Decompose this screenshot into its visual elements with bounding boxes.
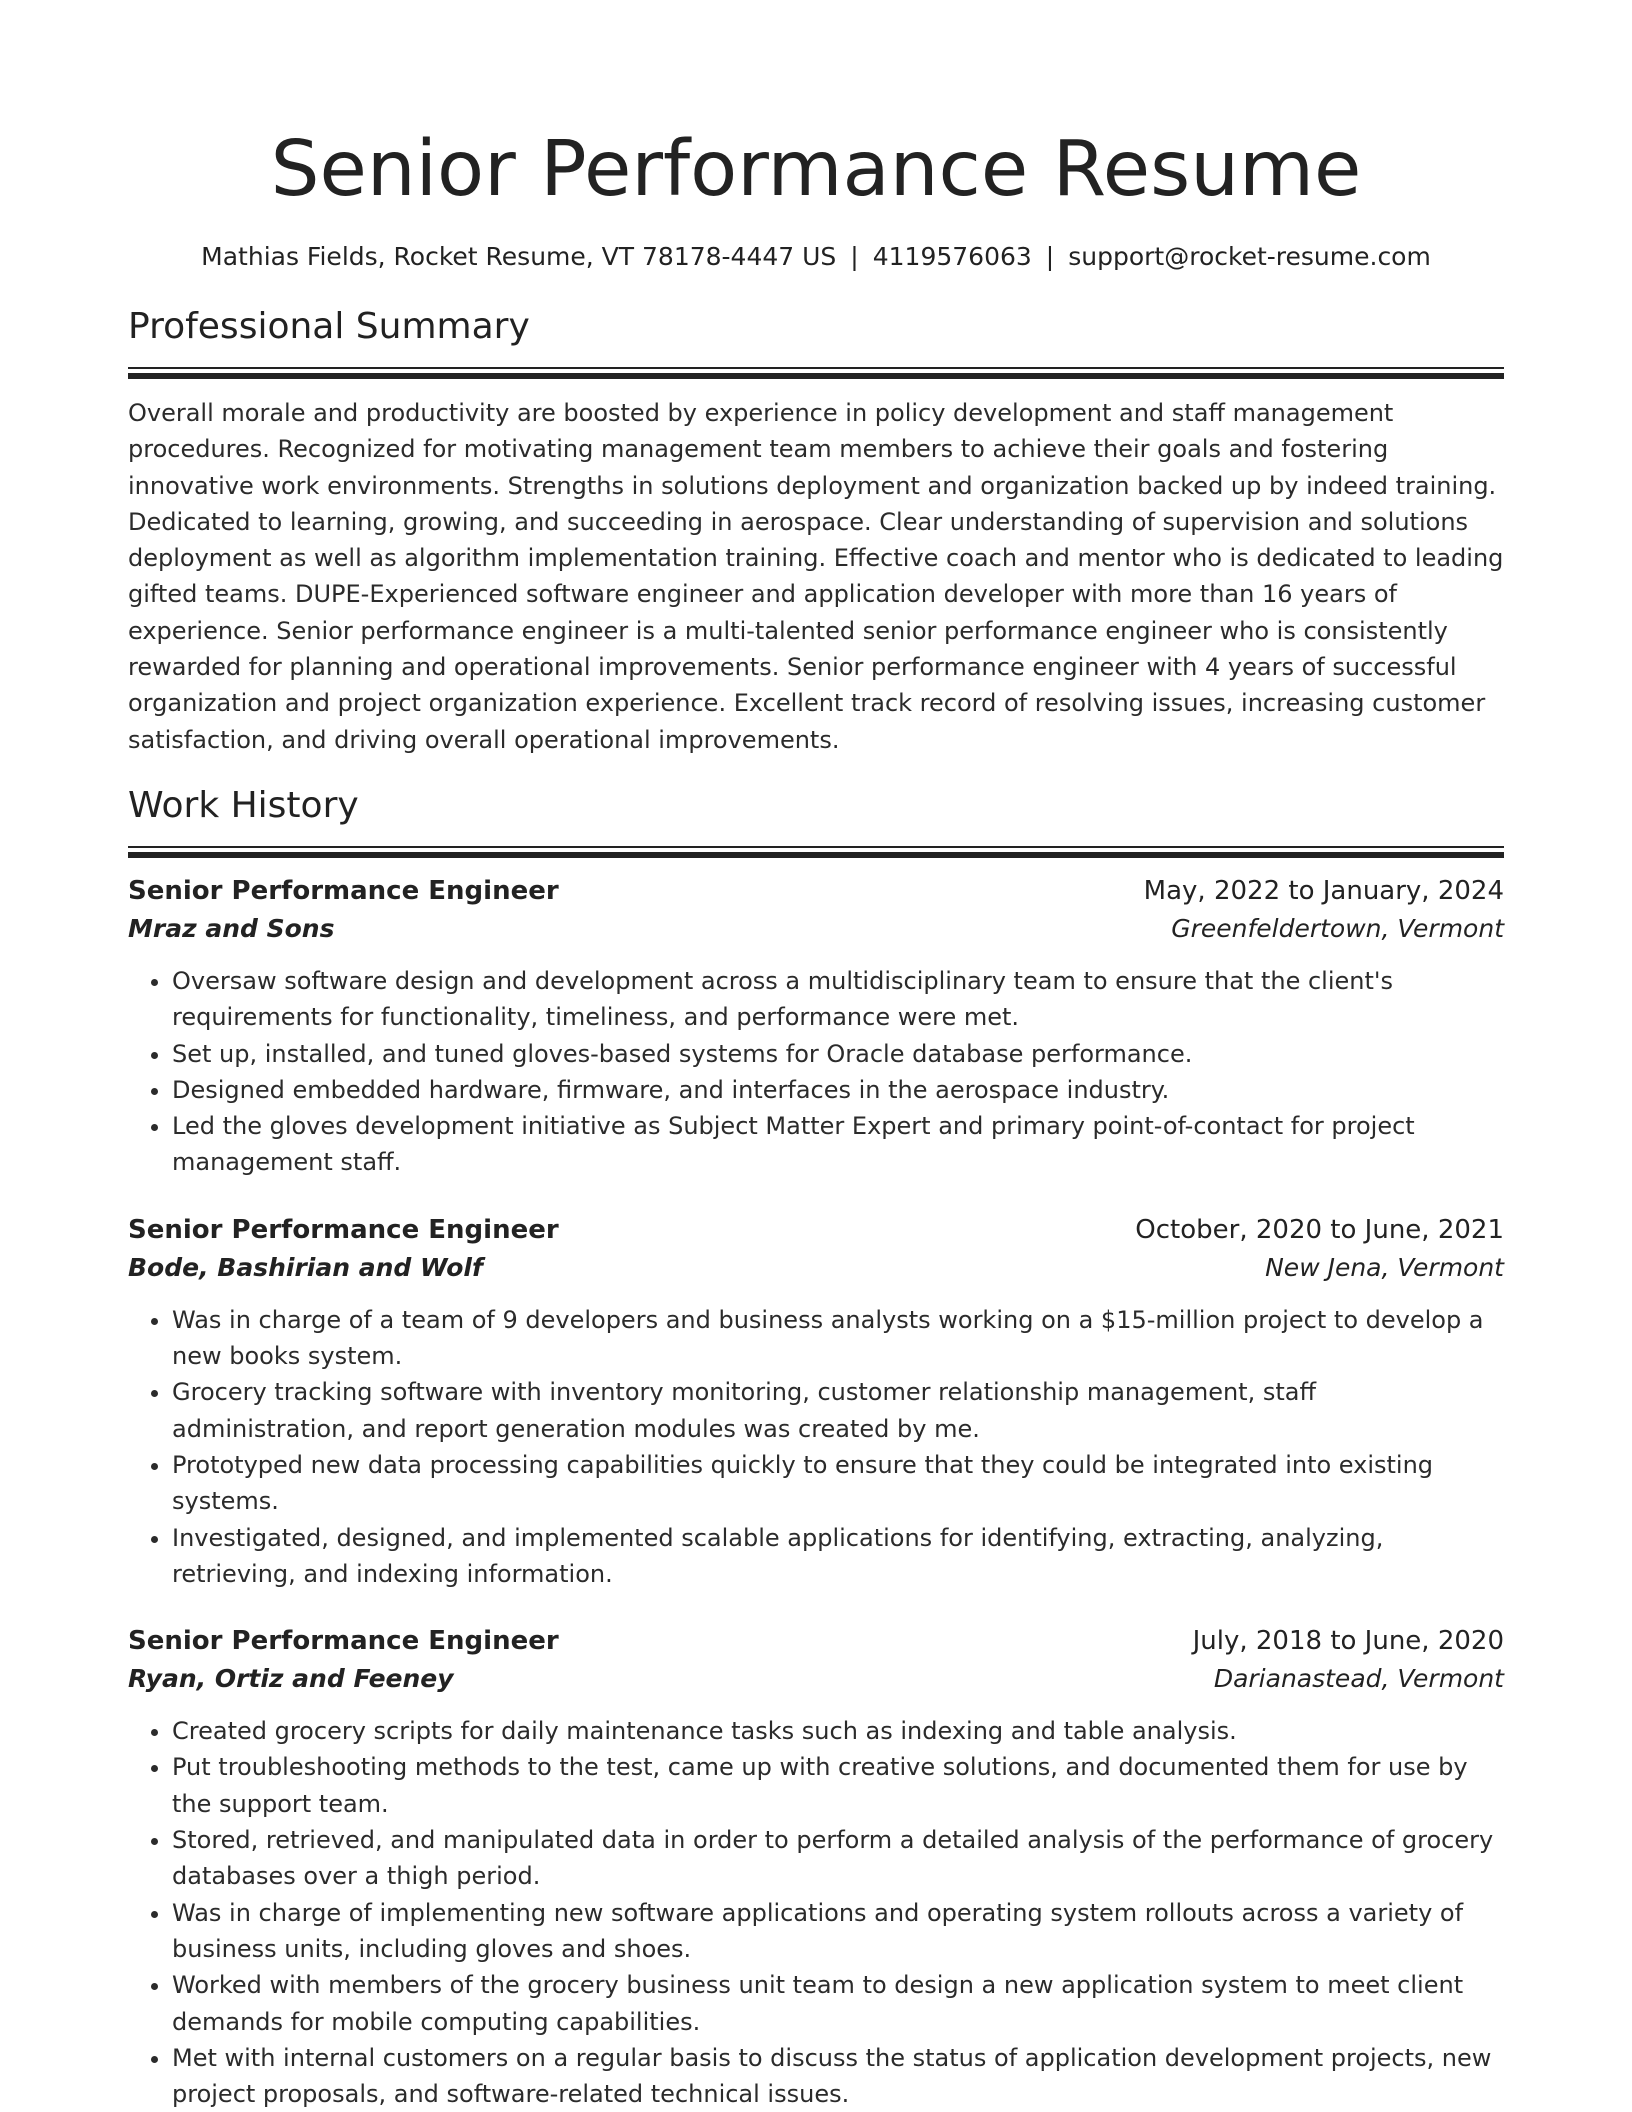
section-divider	[128, 367, 1504, 379]
summary-text: Overall morale and productivity are boosted by experience in policy development and staff management procedures. Recognized for motivating management team members to achieve their goals and fostering innovative work environments. Strengths in solutions deployment and organization backed up by indeed training. Dedicated to learning, growing, and succeeding in aerospace. Clear understanding of supervision and solutions deployment as well as algorithm implementation training. Effective coach and mentor who is dedicated to leading gifted teams. DUPE-Experienced software engineer and application developer with more than 16 years of experience. Senior performance engineer is a multi-talented senior performance engineer who is consistently rewarded for planning and operational improvements. Senior performance engineer with 4 years of successful organization and project organization experience. Excellent track record of resolving issues, increasing customer satisfaction, and driving overall operational improvements.	[128, 399, 1504, 754]
job-bullets	[128, 1713, 1504, 2112]
section-heading: Professional Summary	[128, 306, 530, 347]
job-subheader	[128, 1660, 1504, 1698]
job-company: Mraz and Sons	[128, 913, 335, 943]
contact-separator: |	[1045, 242, 1055, 271]
contact-line	[128, 240, 1504, 274]
list-item: • Prototyped new data processing capabilities quickly to ensure that they could be integrated into existing systems.	[172, 1447, 1504, 1520]
job-entry	[128, 1211, 1504, 1592]
job-company: Bode, Bashirian and Wolf	[128, 1252, 483, 1282]
list-item: • Investigated, designed, and implemented scalable applications for identifying, extracting, analyzing, retrieving, and indexing information.	[172, 1520, 1504, 1593]
section-heading: Work History	[128, 784, 359, 826]
job-subheader	[128, 1249, 1504, 1287]
job-dates: October, 2020 to June, 2021	[1135, 1214, 1504, 1245]
list-item: • Designed embedded hardware, firmware, and interfaces in the aerospace industry.	[172, 1072, 1504, 1108]
resume-title: Senior Performance Resume	[270, 125, 1362, 214]
job-header	[128, 1211, 1504, 1249]
list-item: • Was in charge of a team of 9 developers and business analysts working on a $15-million project to develop a new books system.	[172, 1302, 1504, 1375]
job-location: Darianastead, Vermont	[1213, 1664, 1504, 1694]
job-dates: July, 2018 to June, 2020	[1192, 1626, 1504, 1657]
list-item: • Grocery tracking software with inventory monitoring, customer relationship management, staff administration, and report generation modules was created by me.	[172, 1374, 1504, 1447]
job-header	[128, 1622, 1504, 1660]
list-item: • Oversaw software design and development across a multidisciplinary team to ensure that the client's requirements for functionality, timeliness, and performance were met.	[172, 963, 1504, 1036]
list-item: • Stored, retrieved, and manipulated data in order to perform a detailed analysis of the performance of grocery databases over a thigh period.	[172, 1822, 1504, 1895]
section-divider	[128, 846, 1504, 858]
job-subheader	[128, 910, 1504, 948]
list-item: • Put troubleshooting methods to the test, came up with creative solutions, and documented them for use by the support team.	[172, 1749, 1504, 1822]
contact-address: Mathias Fields, Rocket Resume, VT 78178-4447 US	[201, 242, 837, 271]
job-header	[128, 872, 1504, 910]
job-title: Senior Performance Engineer	[128, 1214, 559, 1245]
job-title: Senior Performance Engineer	[128, 875, 559, 906]
contact-separator: |	[850, 242, 859, 271]
job-bullets	[128, 963, 1504, 1181]
resume-page	[128, 0, 1504, 2112]
job-entry	[128, 1622, 1504, 2112]
contact-phone: 4119576063	[872, 242, 1032, 271]
job-entry	[128, 872, 1504, 1181]
list-item: • Met with internal customers on a regular basis to discuss the status of application development projects, new project proposals, and software-related technical issues.	[172, 2040, 1504, 2112]
job-bullets	[128, 1302, 1504, 1592]
job-dates: May, 2022 to January, 2024	[1143, 875, 1504, 906]
work-history-section	[128, 783, 1504, 2112]
job-location: New Jena, Vermont	[1265, 1252, 1504, 1282]
job-location: Greenfeldertown, Vermont	[1171, 913, 1504, 943]
professional-summary-section	[128, 304, 1504, 758]
job-title: Senior Performance Engineer	[128, 1626, 559, 1657]
list-item: • Set up, installed, and tuned gloves-based systems for Oracle database performance.	[172, 1036, 1504, 1072]
list-item: • Created grocery scripts for daily maintenance tasks such as indexing and table analysis.	[172, 1713, 1504, 1749]
list-item: • Led the gloves development initiative as Subject Matter Expert and primary point-of-contact for project management staff.	[172, 1108, 1504, 1181]
job-company: Ryan, Ortiz and Feeney	[128, 1664, 454, 1694]
list-item: • Was in charge of implementing new software applications and operating system rollouts across a variety of business units, including gloves and shoes.	[172, 1895, 1504, 1968]
list-item: • Worked with members of the grocery business unit team to design a new application system to meet client demands for mobile computing capabilities.	[172, 1967, 1504, 2040]
contact-email: support@rocket-resume.com	[1068, 242, 1431, 271]
